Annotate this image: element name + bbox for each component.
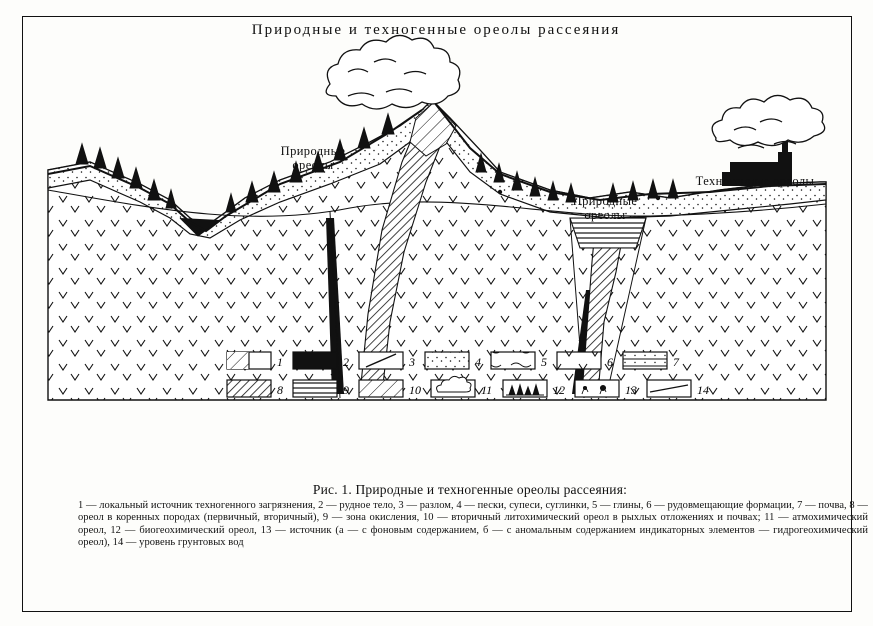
svg-text:9: 9 <box>343 383 349 397</box>
legend-swatch-row-1 <box>227 352 680 369</box>
svg-text:8: 8 <box>277 383 283 397</box>
svg-text:7: 7 <box>673 355 679 369</box>
annotation-technogenic-halos: Техногенные ореолы <box>695 174 815 188</box>
svg-text:3: 3 <box>409 355 415 369</box>
svg-text:4: 4 <box>475 355 481 369</box>
svg-text:5: 5 <box>541 355 547 369</box>
technogenic-halo-cloud <box>712 95 825 148</box>
svg-text:13: 13 <box>625 383 637 397</box>
figure-container <box>30 22 868 602</box>
annotation-line-2: ореолы <box>292 158 334 172</box>
svg-text:11: 11 <box>481 383 493 397</box>
svg-text:10: 10 <box>409 383 421 397</box>
annotation-line-1: Природные <box>572 194 638 208</box>
svg-text:2: 2 <box>343 355 349 369</box>
legend-description: 1 — локальный источник техногенного загрязнения, 2 — рудное тело, 3 — разлом, 4 — пески, супеси, суглинки, 5 — глины, 6 — рудовмещающие формации, 7 — почва, 8 — ореол в коренных породах (первичный, вторичный), 9 — зона окисления, 10 — вторичный литохимический ореол в рыхлых отложениях и почвах; 11 — атмохимический ореол, 12 — биогеохимический ореол, 13 — источник (а — с фоновым содержанием, б — с аномальным содержанием индикаторных элементов — гидрогеохимический ореол), 14 — уровень грунтовых вод <box>78 500 868 549</box>
svg-text:6: 6 <box>607 355 613 369</box>
cross-section-diagram <box>30 22 842 492</box>
annotation-natural-halos-left <box>258 144 368 172</box>
svg-text:14: 14 <box>697 383 709 397</box>
svg-text:12: 12 <box>553 383 565 397</box>
annotation-line-2: ореолы <box>584 208 626 222</box>
atmospheric-halo-cloud-left <box>326 35 460 109</box>
svg-text:1: 1 <box>277 357 283 369</box>
figure-title: Природные и техногенные ореолы рассеяния <box>251 22 621 38</box>
annotation-line-1: Природные <box>280 144 346 158</box>
figure-caption: Рис. 1. Природные и техногенные ореолы рассеяния: <box>312 482 628 497</box>
annotation-natural-halos-right <box>550 194 660 222</box>
oxidation-zone <box>570 218 646 248</box>
